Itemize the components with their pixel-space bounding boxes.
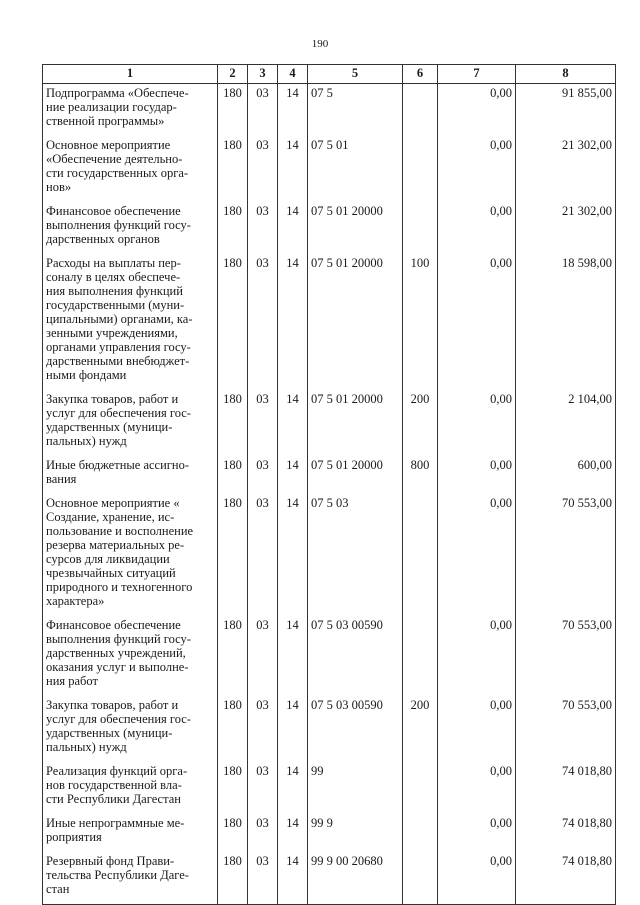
cell-section: 03 xyxy=(248,456,278,494)
table-row xyxy=(43,456,616,494)
cell-subsection: 14 xyxy=(278,616,308,696)
cell-section: 03 xyxy=(248,762,278,814)
column-header: 8 xyxy=(516,65,616,84)
cell-amount-1: 0,00 xyxy=(438,814,516,852)
cell-section: 03 xyxy=(248,136,278,202)
cell-ministry-code: 180 xyxy=(218,390,248,456)
cell-section: 03 xyxy=(248,696,278,762)
cell-subsection: 14 xyxy=(278,254,308,390)
cell-expense-type xyxy=(403,616,438,696)
cell-amount-1: 0,00 xyxy=(438,494,516,616)
cell-subsection: 14 xyxy=(278,696,308,762)
cell-subsection: 14 xyxy=(278,494,308,616)
cell-name: Основное мероприятие «Обеспечение деятельно- сти государственных орга- нов» xyxy=(43,136,218,202)
cell-subsection: 14 xyxy=(278,84,308,137)
cell-subsection: 14 xyxy=(278,136,308,202)
cell-amount-1: 0,00 xyxy=(438,456,516,494)
column-header: 4 xyxy=(278,65,308,84)
table-row xyxy=(43,494,616,616)
cell-subsection: 14 xyxy=(278,390,308,456)
cell-amount-2: 70 553,00 xyxy=(516,616,616,696)
cell-target-article: 99 9 xyxy=(308,814,403,852)
cell-amount-2: 74 018,80 xyxy=(516,852,616,905)
cell-expense-type xyxy=(403,202,438,254)
cell-expense-type xyxy=(403,852,438,905)
cell-amount-2: 21 302,00 xyxy=(516,202,616,254)
cell-target-article: 07 5 03 00590 xyxy=(308,696,403,762)
header-row xyxy=(43,65,616,84)
cell-amount-2: 70 553,00 xyxy=(516,494,616,616)
cell-section: 03 xyxy=(248,852,278,905)
column-header: 3 xyxy=(248,65,278,84)
cell-expense-type xyxy=(403,84,438,137)
cell-amount-1: 0,00 xyxy=(438,696,516,762)
cell-section: 03 xyxy=(248,202,278,254)
cell-name: Основное мероприятие « Создание, хранение, ис- пользование и восполнение резерва материальных ре- сурсов для ликвидации чрезвычайных ситуаций природного и техногенного характера» xyxy=(43,494,218,616)
page-number: 190 xyxy=(311,38,329,50)
cell-target-article: 07 5 01 20000 xyxy=(308,254,403,390)
cell-subsection: 14 xyxy=(278,814,308,852)
cell-amount-2: 70 553,00 xyxy=(516,696,616,762)
cell-expense-type: 800 xyxy=(403,456,438,494)
cell-name: Финансовое обеспечение выполнения функций госу- дарственных органов xyxy=(43,202,218,254)
cell-subsection: 14 xyxy=(278,202,308,254)
table-row xyxy=(43,202,616,254)
cell-amount-1: 0,00 xyxy=(438,254,516,390)
cell-target-article: 07 5 xyxy=(308,84,403,137)
table-row xyxy=(43,852,616,905)
cell-expense-type: 100 xyxy=(403,254,438,390)
cell-name: Расходы на выплаты пер- соналу в целях обеспече- ния выполнения функций государственными (муни- ципальными) органами, ка- зенными учреждениями, органами управления госу- дарственными внебюджет- ными фондами xyxy=(43,254,218,390)
cell-expense-type xyxy=(403,814,438,852)
column-header: 2 xyxy=(218,65,248,84)
cell-amount-2: 74 018,80 xyxy=(516,814,616,852)
cell-amount-2: 600,00 xyxy=(516,456,616,494)
cell-name: Подпрограмма «Обеспече- ние реализации государ- ственной программы» xyxy=(43,84,218,137)
cell-amount-2: 2 104,00 xyxy=(516,390,616,456)
cell-section: 03 xyxy=(248,254,278,390)
cell-name: Реализация функций орга- нов государственной вла- сти Республики Дагестан xyxy=(43,762,218,814)
cell-amount-1: 0,00 xyxy=(438,202,516,254)
table-row xyxy=(43,814,616,852)
cell-amount-2: 18 598,00 xyxy=(516,254,616,390)
cell-target-article: 07 5 01 20000 xyxy=(308,456,403,494)
cell-ministry-code: 180 xyxy=(218,202,248,254)
table-row xyxy=(43,254,616,390)
cell-amount-1: 0,00 xyxy=(438,852,516,905)
cell-ministry-code: 180 xyxy=(218,254,248,390)
cell-name: Закупка товаров, работ и услуг для обеспечения гос- ударственных (муници- пальных) нужд xyxy=(43,696,218,762)
cell-section: 03 xyxy=(248,814,278,852)
cell-expense-type xyxy=(403,136,438,202)
cell-expense-type xyxy=(403,494,438,616)
cell-name: Резервный фонд Прави- тельства Республики Даге- стан xyxy=(43,852,218,905)
table-row xyxy=(43,696,616,762)
cell-name: Иные непрограммные ме- роприятия xyxy=(43,814,218,852)
table-row xyxy=(43,136,616,202)
cell-amount-1: 0,00 xyxy=(438,762,516,814)
table-row xyxy=(43,390,616,456)
column-header: 5 xyxy=(308,65,403,84)
cell-name: Финансовое обеспечение выполнения функций госу- дарственных учреждений, оказания услуг и выполне- ния работ xyxy=(43,616,218,696)
cell-amount-1: 0,00 xyxy=(438,390,516,456)
cell-amount-2: 21 302,00 xyxy=(516,136,616,202)
cell-section: 03 xyxy=(248,616,278,696)
cell-amount-1: 0,00 xyxy=(438,84,516,137)
cell-expense-type: 200 xyxy=(403,696,438,762)
cell-section: 03 xyxy=(248,494,278,616)
cell-ministry-code: 180 xyxy=(218,814,248,852)
cell-amount-2: 91 855,00 xyxy=(516,84,616,137)
cell-section: 03 xyxy=(248,390,278,456)
cell-target-article: 07 5 01 20000 xyxy=(308,202,403,254)
column-header: 6 xyxy=(403,65,438,84)
column-header: 7 xyxy=(438,65,516,84)
cell-target-article: 99 9 00 20680 xyxy=(308,852,403,905)
cell-ministry-code: 180 xyxy=(218,456,248,494)
cell-amount-1: 0,00 xyxy=(438,136,516,202)
cell-target-article: 07 5 03 xyxy=(308,494,403,616)
table-row xyxy=(43,616,616,696)
cell-subsection: 14 xyxy=(278,852,308,905)
column-header: 1 xyxy=(43,65,218,84)
cell-ministry-code: 180 xyxy=(218,616,248,696)
cell-ministry-code: 180 xyxy=(218,84,248,137)
table-row xyxy=(43,762,616,814)
cell-ministry-code: 180 xyxy=(218,136,248,202)
cell-name: Закупка товаров, работ и услуг для обеспечения гос- ударственных (муници- пальных) нужд xyxy=(43,390,218,456)
cell-amount-1: 0,00 xyxy=(438,616,516,696)
cell-ministry-code: 180 xyxy=(218,852,248,905)
table-row xyxy=(43,84,616,137)
cell-ministry-code: 180 xyxy=(218,762,248,814)
cell-subsection: 14 xyxy=(278,456,308,494)
cell-amount-2: 74 018,80 xyxy=(516,762,616,814)
cell-subsection: 14 xyxy=(278,762,308,814)
cell-target-article: 07 5 01 xyxy=(308,136,403,202)
cell-name: Иные бюджетные ассигно- вания xyxy=(43,456,218,494)
cell-ministry-code: 180 xyxy=(218,494,248,616)
budget-table xyxy=(42,64,616,905)
cell-ministry-code: 180 xyxy=(218,696,248,762)
cell-target-article: 07 5 03 00590 xyxy=(308,616,403,696)
cell-expense-type xyxy=(403,762,438,814)
cell-target-article: 99 xyxy=(308,762,403,814)
cell-expense-type: 200 xyxy=(403,390,438,456)
cell-section: 03 xyxy=(248,84,278,137)
cell-target-article: 07 5 01 20000 xyxy=(308,390,403,456)
